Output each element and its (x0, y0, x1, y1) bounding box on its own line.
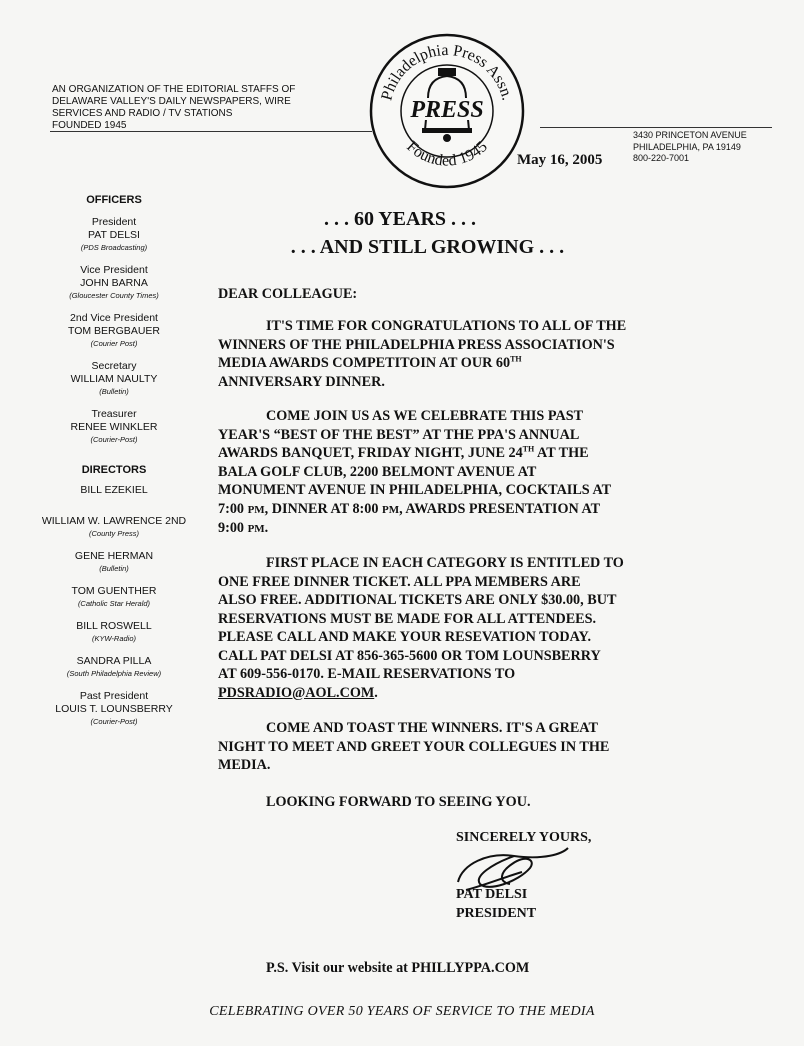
closing-salutation: SINCERELY YOURS, (456, 830, 592, 845)
director-entry (28, 550, 200, 574)
time-suffix: PM (382, 503, 400, 516)
director-entry (28, 484, 200, 497)
director-name: TOM GUENTHER (71, 585, 157, 597)
officer-affiliation: (Courier-Post) (90, 435, 138, 444)
director-entry (28, 585, 200, 609)
text-line: AWARDS BANQUET, FRIDAY NIGHT, JUNE 24 (218, 445, 523, 461)
officer-role: Secretary (91, 360, 137, 372)
signer-name: PAT DELSI (456, 887, 528, 902)
letter-title-line2: . . . AND STILL GROWING . . . (290, 236, 565, 258)
seal-bottom-text: Founded 1945 (403, 138, 491, 170)
officer-entry (28, 408, 200, 445)
past-president-affiliation: (Courier-Post) (90, 717, 138, 726)
officer-entry (28, 360, 200, 397)
paragraph-congratulations (218, 317, 688, 391)
director-name: GENE HERMAN (74, 550, 154, 562)
address-line: 3430 PRINCETON AVENUE (633, 130, 747, 140)
text-line: COME AND TOAST THE WINNERS. IT'S A GREAT (266, 720, 598, 736)
text-line: . (264, 520, 269, 536)
seal-center-text: PRESS (410, 97, 484, 123)
text-line: MEDIA AWARDS COMPETITOIN AT OUR 60 (218, 355, 511, 371)
officer-entry (28, 312, 200, 349)
text-line: ALSO FREE. ADDITIONAL TICKETS ARE ONLY $30.00, BUT (218, 592, 617, 608)
past-president-entry (28, 690, 200, 727)
org-line: AN ORGANIZATION OF THE EDITORIAL STAFFS OF (52, 84, 296, 95)
director-affiliation: (South Philadelphia Review) (66, 669, 162, 678)
director-name: SANDRA PILLA (76, 655, 152, 667)
time-suffix: PM (247, 523, 265, 535)
officer-affiliation: (Gloucester County Times) (69, 291, 159, 300)
org-line: SERVICES AND RADIO / TV STATIONS (52, 108, 233, 119)
director-name: WILLIAM W. LAWRENCE 2ND (41, 515, 187, 527)
text-line: NIGHT TO MEET AND GREET YOUR COLLEGUES IN THE (218, 738, 610, 755)
phone-line: 800-220-7001 (633, 153, 690, 163)
director-entry (28, 620, 200, 644)
director-entry (28, 655, 200, 679)
director-affiliation: (County Press) (88, 529, 139, 538)
officer-role: 2nd Vice President (70, 312, 158, 324)
director-name: BILL ROSWELL (76, 620, 152, 632)
signer-block (456, 885, 536, 923)
paragraph-closing (218, 793, 688, 812)
text-line: , AWARDS PRESENTATION AT (399, 500, 601, 517)
officers-sidebar (28, 194, 200, 738)
letter-date: May 16, 2005 (517, 152, 603, 168)
paragraph-banquet (218, 407, 688, 539)
director-affiliation: (KYW-Radio) (91, 634, 137, 643)
org-line: FOUNDED 1945 (52, 120, 127, 131)
director-affiliation: (Bulletin) (99, 564, 129, 573)
text-line: AT THE (534, 445, 589, 461)
header-rule-right (540, 127, 772, 128)
officer-role: Treasurer (91, 408, 137, 420)
text-line: ANNIVERSARY DINNER. (218, 373, 385, 390)
email-link[interactable]: PDSRADIO@AOL.COM (218, 684, 375, 701)
officer-role: Vice President (80, 264, 148, 276)
officer-affiliation: (PDS Broadcasting) (80, 243, 148, 252)
text-line: BALA GOLF CLUB, 2200 BELMONT AVENUE AT (218, 463, 537, 480)
time-suffix: PM (247, 503, 265, 516)
text-line: . (374, 684, 378, 701)
header-rule-left (50, 131, 372, 132)
officer-name: RENEE WINKLER (70, 421, 158, 433)
salutation: DEAR COLLEAGUE: (218, 286, 358, 302)
officer-affiliation: (Bulletin) (99, 387, 129, 396)
text-line: 7:00 (218, 500, 248, 517)
text-line: COME JOIN US AS WE CELEBRATE THIS PAST (266, 408, 584, 424)
paragraph-tickets (218, 554, 688, 702)
text-line: , DINNER AT 8:00 (264, 500, 382, 517)
text-line: PLEASE CALL AND MAKE YOUR RESEVATION TODAY. (218, 629, 592, 645)
ordinal-suffix: TH (522, 444, 535, 454)
text-line: RESERVATIONS MUST BE MADE FOR ALL ATTENDEES. (218, 610, 597, 627)
officer-affiliation: (Courier Post) (90, 339, 138, 348)
text-line: IT'S TIME FOR CONGRATULATIONS TO ALL OF THE (266, 318, 627, 334)
officer-role: President (91, 216, 137, 228)
text-line: AT 609-556-0170. E-MAIL RESERVATIONS TO (218, 666, 516, 682)
director-name: BILL EZEKIEL (80, 484, 148, 496)
footer-tagline: CELEBRATING OVER 50 YEARS OF SERVICE TO THE MEDIA (209, 1004, 595, 1019)
signer-title: PRESIDENT (456, 906, 537, 921)
past-president-role: Past President (79, 690, 149, 702)
officers-heading: OFFICERS (86, 194, 142, 206)
ordinal-suffix: TH (510, 354, 522, 364)
director-entry (28, 515, 200, 539)
address-line: PHILADELPHIA, PA 19149 (633, 141, 741, 152)
officer-name: TOM BERGBAUER (68, 325, 160, 337)
organization-description (52, 84, 302, 132)
officer-entry (28, 264, 200, 301)
letter-title-line1: . . . 60 YEARS . . . (323, 208, 477, 230)
org-line: DELAWARE VALLEY'S DAILY NEWSPAPERS, WIRE (52, 96, 291, 107)
officer-name: WILLIAM NAULTY (70, 373, 158, 385)
text-line: MEDIA. (218, 757, 271, 773)
text-line: LOOKING FORWARD TO SEEING YOU. (266, 794, 531, 810)
officer-name: PAT DELSI (88, 229, 140, 241)
text-line: 9:00 (218, 520, 248, 536)
director-affiliation: (Catholic Star Herald) (77, 599, 151, 608)
text-line: YEAR'S “BEST OF THE BEST” AT THE PPA'S ANNUAL (218, 426, 580, 443)
text-line: CALL PAT DELSI AT 856-365-5600 OR TOM LOUNSBERRY (218, 647, 601, 664)
text-line: WINNERS OF THE PHILADELPHIA PRESS ASSOCIATION'S (218, 336, 615, 353)
text-line: MONUMENT AVENUE IN PHILADELPHIA, COCKTAILS AT (218, 482, 612, 498)
text-line: ONE FREE DINNER TICKET. ALL PPA MEMBERS ARE (218, 573, 581, 590)
officer-name: JOHN BARNA (80, 277, 148, 289)
address-block (633, 130, 747, 165)
past-president-name: LOUIS T. LOUNSBERRY (55, 703, 173, 715)
text-line: FIRST PLACE IN EACH CATEGORY IS ENTITLED TO (266, 555, 624, 571)
postscript: P.S. Visit our website at PHILLYPPA.COM (266, 960, 530, 976)
seal-top-text: Philadelphia Press Assn. (378, 41, 516, 103)
paragraph-toast (218, 719, 688, 775)
officer-entry (28, 216, 200, 253)
directors-heading: DIRECTORS (81, 464, 147, 476)
press-association-seal (368, 32, 526, 190)
